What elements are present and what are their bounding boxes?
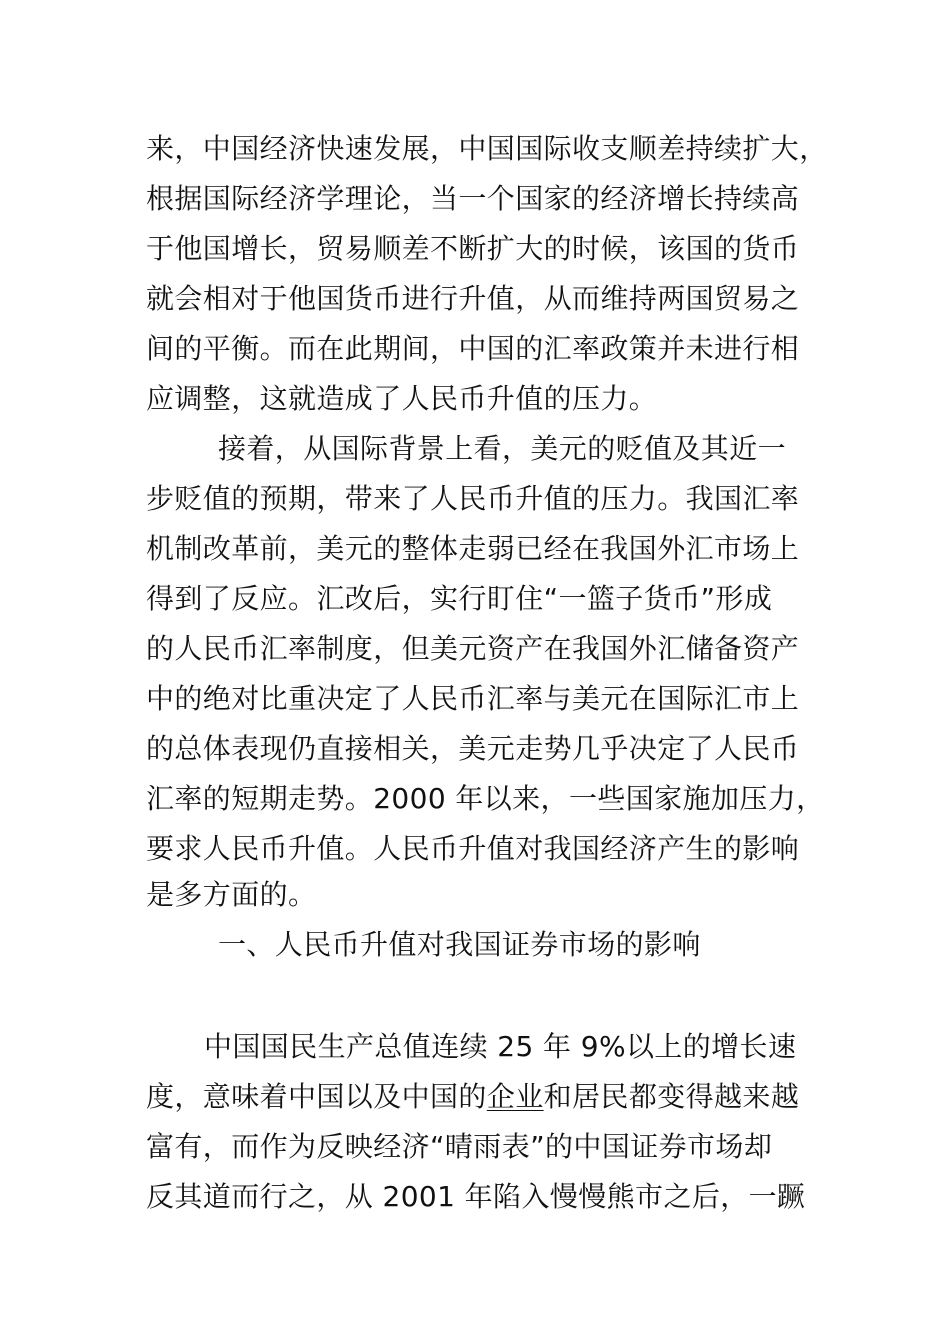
paragraph-line: 来，中国经济快速发展，中国国际收支顺差持续扩大，: [146, 132, 828, 165]
paragraph-line: 的总体表现仍直接相关，美元走势几乎决定了人民币: [146, 732, 800, 765]
paragraph-line: 于他国增长，贸易顺差不断扩大的时候，该国的货币: [146, 232, 800, 265]
paragraph-line: 要求人民币升值。人民币升值对我国经济产生的影响: [146, 832, 800, 865]
paragraph-line: 间的平衡。而在此期间，中国的汇率政策并未进行相: [146, 332, 800, 365]
paragraph-line: 得到了反应。汇改后，实行盯住“一篮子货币”形成: [146, 582, 773, 615]
paragraph-line: 中国国民生产总值连续 25 年 9%以上的增长速: [204, 1030, 797, 1063]
paragraph-line: [146, 1079, 799, 1115]
text-span: 度，意味着中国以及中国的: [146, 1080, 487, 1113]
paragraph-line: 根据国际经济学理论，当一个国家的经济增长持续高: [146, 182, 800, 215]
section-heading: 一、人民币升值对我国证券市场的影响: [218, 928, 701, 961]
paragraph-line: 就会相对于他国货币进行升值，从而维持两国贸易之: [146, 282, 800, 315]
paragraph-line: 应调整，这就造成了人民币升值的压力。: [146, 382, 658, 415]
paragraph-line: 是多方面的。: [146, 878, 317, 911]
paragraph-line: 机制改革前，美元的整体走弱已经在我国外汇市场上: [146, 532, 800, 565]
paragraph-line: 中的绝对比重决定了人民币汇率与美元在国际汇市上: [146, 682, 800, 715]
paragraph-line: 接着，从国际背景上看，美元的贬值及其近一: [218, 432, 787, 465]
paragraph-line: 的人民币汇率制度，但美元资产在我国外汇储备资产: [146, 632, 800, 665]
paragraph-line: 步贬值的预期，带来了人民币升值的压力。我国汇率: [146, 482, 800, 515]
paragraph-line: 富有，而作为反映经济“晴雨表”的中国证券市场却: [146, 1130, 773, 1163]
enterprise-link[interactable]: 企业: [486, 1080, 544, 1113]
paragraph-line: 汇率的短期走势。2000 年以来，一些国家施加压力，: [146, 782, 825, 815]
paragraph-line: 反其道而行之，从 2001 年陷入慢慢熊市之后，一蹶: [146, 1180, 806, 1213]
text-span: 和居民都变得越来越: [543, 1080, 800, 1113]
